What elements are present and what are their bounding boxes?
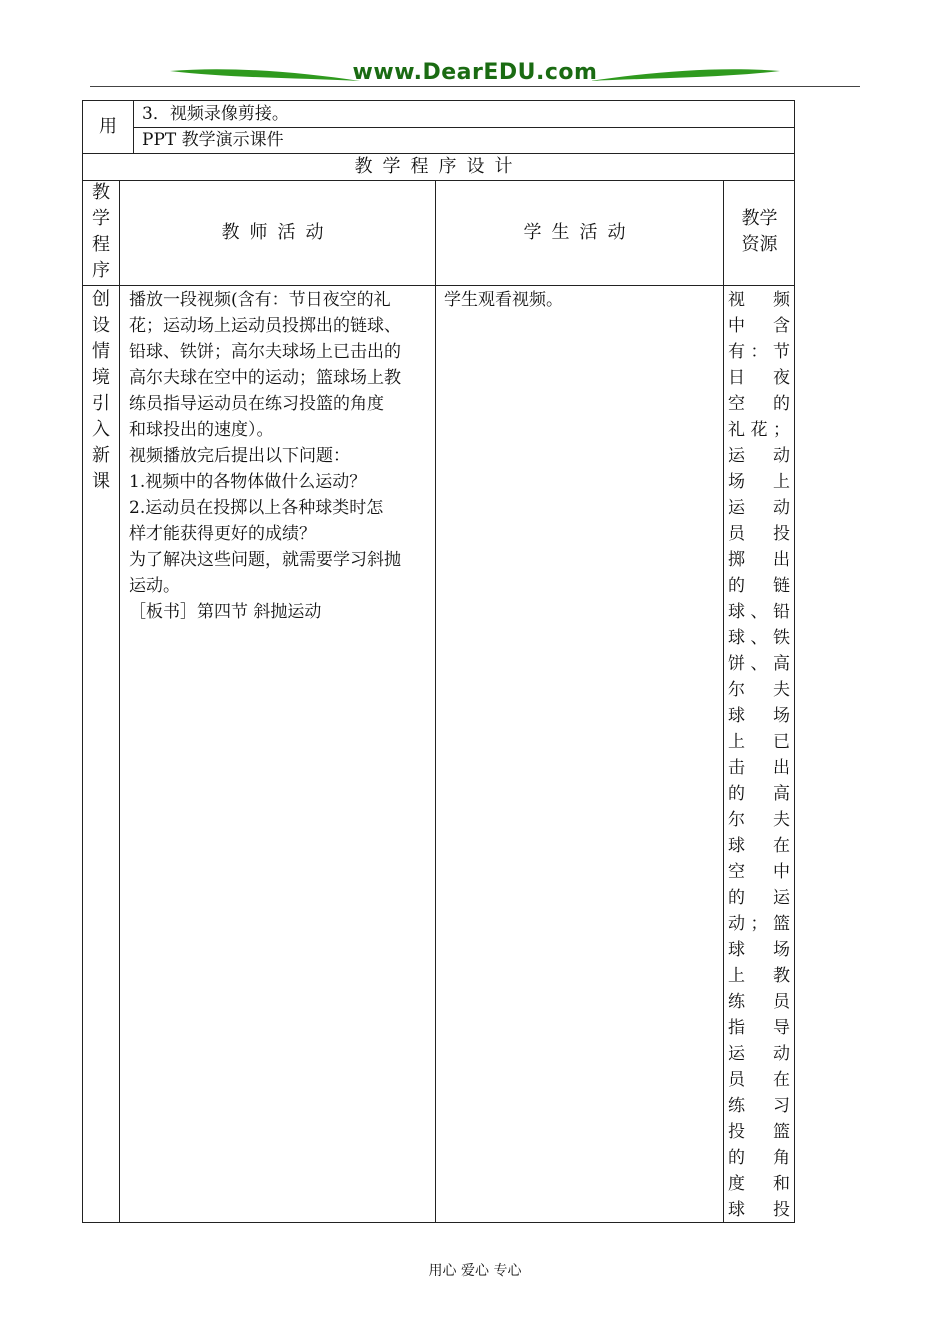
col-header-procedure: 教 学 程 序 [92, 182, 110, 281]
top-label: 用 [99, 116, 117, 137]
col-header-resource: 教学 资源 [741, 208, 778, 255]
col-header-teacher: 教师活动 [221, 222, 334, 243]
stage-label: 创 设 情 境 引 入 新 课 [92, 289, 110, 492]
teacher-activity: 播放一段视频(含有：节日夜空的礼 花；运动场上运动员投掷出的链球、 铅球、铁饼；高尔夫球场上已击出的 高尔夫球在空中的运动；篮球场上教 练员指导运动员在练习投篮的角度 和球投出的速度）。 视频播放完后提出以下问题： 1.视频中的各物体做什么运动？ 2.运动员在投掷以上各种球类时怎 样才能获得更好的成绩？ 为了解决这些问题，就需要学习斜抛 运动。 ［板书］第四节 斜抛运动 [129, 290, 401, 622]
top-line-2: PPT 教学演示课件 [142, 130, 284, 150]
col-divider-3 [723, 180, 724, 1223]
col-divider-2 [435, 180, 436, 1223]
lesson-table [82, 100, 795, 1223]
teaching-resource: 视频 中含 有：节 日夜 空的 礼花； 运动 场上 运动 员投 掷出 的链 球、铅 球、铁 饼、高 尔夫 球场 上已 击出 的高 尔夫 球在 空中 的运 动；篮 球场 上教 练员 指导 运动 员在 练习 投篮 的角 度和 球投 [728, 290, 790, 1220]
section-title: 教学程序设计 [354, 156, 523, 177]
student-activity: 学生观看视频。 [444, 290, 563, 310]
site-logo-text: www.DearEDU.com [352, 60, 598, 85]
col-header-student: 学生活动 [523, 222, 636, 243]
page-header [0, 56, 950, 92]
row-line-3 [82, 180, 795, 181]
row-line-4 [82, 285, 795, 286]
top-line-1: 3．视频录像剪接。 [142, 104, 289, 124]
page-footer: 用心 爱心 专心 [428, 1263, 522, 1279]
right-swoosh-logo [590, 68, 780, 84]
col-divider-1 [119, 180, 120, 1223]
header-rule [90, 86, 860, 87]
